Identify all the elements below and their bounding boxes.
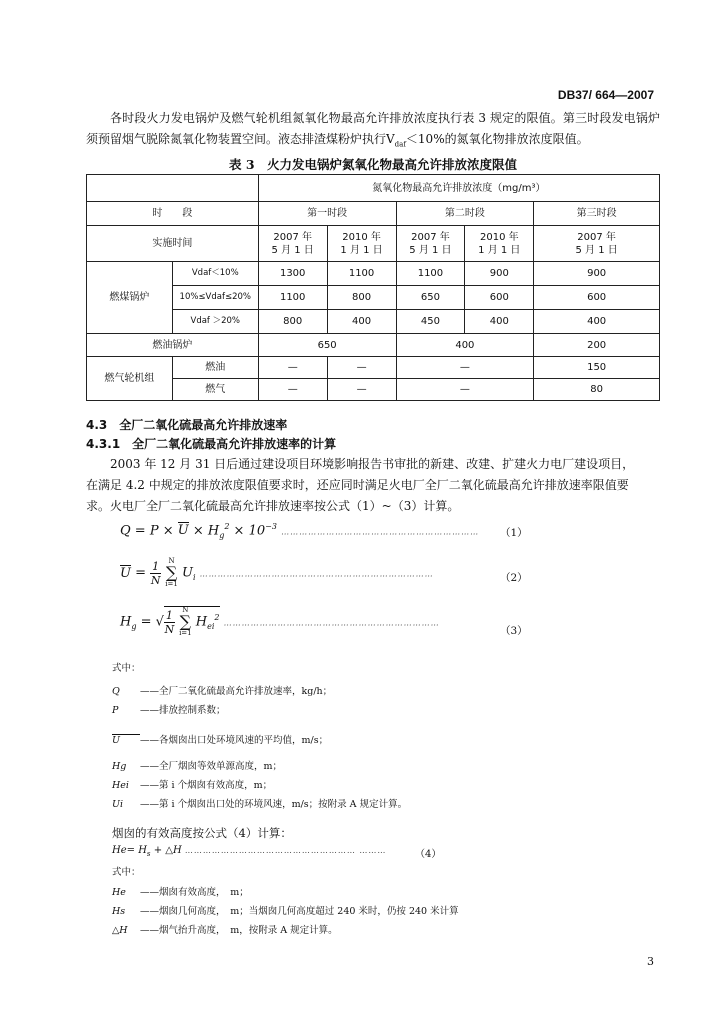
coal-cond: Vdaf ＞20% [172, 310, 258, 334]
def-ui: Ui ——第 i 个烟囱出口处的环境风速，m/s；按附录 A 规定计算。 [112, 799, 408, 810]
table-cell: — [258, 357, 327, 379]
section-heading-4-3: 4.3 全厂二氧化硫最高允许排放速率 [86, 418, 288, 432]
defs2-label: 式中： [112, 867, 141, 878]
table-cell: 800 [258, 310, 327, 334]
def-q: Q ——全厂二氧化硫最高允许排放速率，kg/h； [112, 686, 333, 697]
table-cell: 650 [396, 286, 465, 310]
table-cell: 80 [534, 379, 660, 401]
formula-4-number: （4） [415, 849, 442, 860]
oil-boiler-label: 燃油锅炉 [87, 334, 259, 357]
table-cell: 450 [396, 310, 465, 334]
formula-2: U = $\frac{1}{N}$ N ∑ i=1 $U_i$ …………………………………………………………………… [120, 557, 434, 588]
def-p: P ——排放控制系数； [112, 705, 226, 716]
table-cell: 900 [534, 262, 660, 286]
table-cell: 1100 [327, 262, 396, 286]
period-3: 第三时段 [534, 202, 660, 226]
impl-date: 2010 年 1 月 1 日 [465, 226, 534, 262]
table-caption: 表 3 火力发电锅炉氮氧化物最高允许排放浓度限值 [228, 157, 518, 172]
page-number: 3 [647, 955, 654, 968]
gas-cond: 燃气 [172, 379, 258, 401]
table-cell: 150 [534, 357, 660, 379]
coal-cond: 10%≤Vdaf≤20% [172, 286, 258, 310]
blank-header-cell [87, 175, 259, 202]
table-cell: 900 [465, 262, 534, 286]
table-cell: 400 [327, 310, 396, 334]
table-cell: 800 [327, 286, 396, 310]
formula-1: $Q = P \times U \times H_g^2 \times 10^{-3}$ ………………………………………………………… [120, 522, 480, 540]
def-hs: Hs ——烟囱几何高度， m；当烟囱几何高度超过 240 米时，仍按 240 米计算 [112, 906, 459, 917]
table-cell: 1300 [258, 262, 327, 286]
period-label: 时 段 [87, 202, 259, 226]
table-cell: 1100 [396, 262, 465, 286]
table-cell: 600 [465, 286, 534, 310]
defs-label: 式中： [112, 663, 141, 674]
formula-4: $He= H_s$ + △H ………………………………………………… ……… [112, 845, 387, 858]
table-cell: — [396, 379, 534, 401]
def-delta-h: △H ——烟气抬升高度， m，按附录 A 规定计算。 [112, 925, 338, 936]
impl-label: 实施时间 [87, 226, 259, 262]
period-1: 第一时段 [258, 202, 396, 226]
coal-cond: Vdaf＜10% [172, 262, 258, 286]
def-hg: Hg ——全厂烟囱等效单源高度，m； [112, 761, 283, 772]
table-cell: — [258, 379, 327, 401]
document-id: DB37/ 664—2007 [557, 88, 654, 102]
table-cell: 200 [534, 334, 660, 357]
table-cell: — [327, 379, 396, 401]
section-4-3-1-paragraph: 2003 年 12 月 31 日后通过建设项目环境影响报告书审批的新建、改建、扩建火力电厂建设项目， 在满足 4.2 中规定的排放浓度限值要求时，还应同时满足火电厂全厂二氧化硫最高允许排放速率限值要 求。火电厂全厂二氧化硫最高允许排放速率按公式（1）~（3）计算。 [86, 457, 635, 513]
impl-date: 2007 年 5 月 1 日 [258, 226, 327, 262]
impl-date: 2010 年 1 月 1 日 [327, 226, 396, 262]
gas-cond: 燃油 [172, 357, 258, 379]
table-cell: 400 [465, 310, 534, 334]
table-cell: 1100 [258, 286, 327, 310]
table-cell: 600 [534, 286, 660, 310]
gas-turbine-label: 燃气轮机组 [87, 357, 173, 401]
coal-boiler-label: 燃煤锅炉 [87, 262, 173, 334]
table-cell: 400 [396, 334, 534, 357]
formula-2-number: （2） [500, 572, 528, 584]
table-cell: — [327, 357, 396, 379]
period-2: 第二时段 [396, 202, 534, 226]
table-cell: 400 [534, 310, 660, 334]
def-u: U ——各烟囱出口处环境风速的平均值，m/s； [112, 735, 329, 746]
def-hei: Hei ——第 i 个烟囱有效高度，m； [112, 780, 273, 791]
formula-3-number: （3） [500, 625, 528, 637]
table-cell: 650 [258, 334, 396, 357]
formula-3: $H_g$ = √ $\frac{1}{N}$ N ∑ i=1 $H_{ei}^2$ ……………………………………………………………… [120, 606, 440, 637]
impl-date: 2007 年 5 月 1 日 [396, 226, 465, 262]
emission-limit-table [86, 174, 660, 401]
impl-date: 2007 年 5 月 1 日 [534, 226, 660, 262]
table-cell: — [396, 357, 534, 379]
intro-paragraph: 各时段火力发电锅炉及燃气轮机组氮氧化物最高允许排放浓度执行表 3 规定的限值。第三时段发电锅炉须预留烟气脱除氮氧化物装置空间。液态排渣煤粉炉执行$V_{daf}<10\%$的氮氧化物排放浓度限值。 [86, 111, 660, 149]
section-heading-4-3-1: 4.3.1 全厂二氧化硫最高允许排放速率的计算 [86, 437, 337, 451]
unit-header: 氮氧化物最高允许排放浓度（mg/m³） [258, 175, 659, 202]
he-intro: 烟囱的有效高度按公式（4）计算： [112, 826, 292, 840]
def-he: He ——烟囱有效高度， m； [112, 887, 249, 898]
formula-1-number: （1） [500, 527, 528, 539]
